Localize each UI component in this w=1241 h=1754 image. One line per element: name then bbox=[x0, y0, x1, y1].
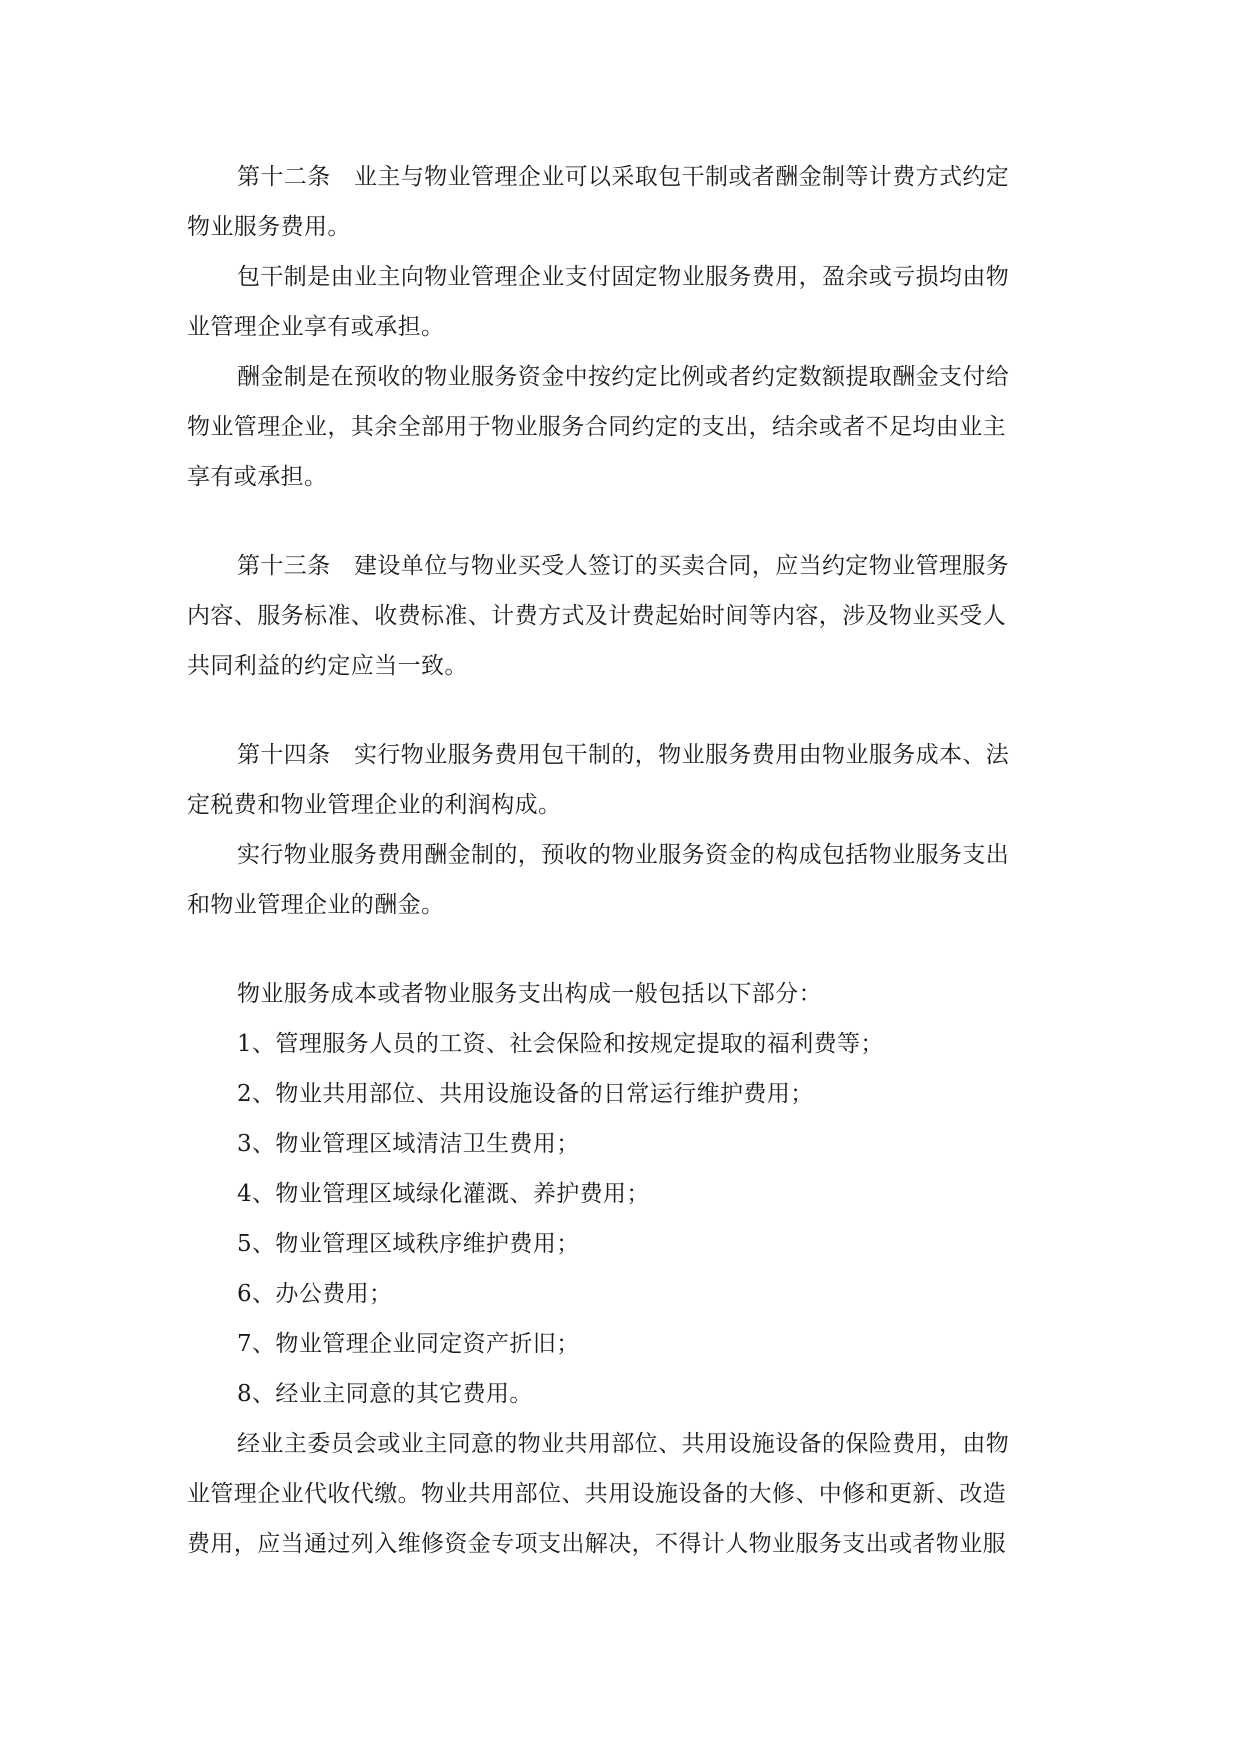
text-line: 包干制是由业主向物业管理企业支付固定物业服务费用，盈余或亏损均由物 bbox=[237, 264, 1010, 290]
text-line: 物业服务费用。 bbox=[187, 214, 351, 240]
list-item: 3、物业管理区域清洁卫生费用； bbox=[237, 1131, 580, 1157]
text-line: 享有或承担。 bbox=[187, 464, 328, 490]
list-item: 7、物业管理企业同定资产折旧； bbox=[237, 1331, 580, 1357]
text-line: 和物业管理企业的酬金。 bbox=[187, 892, 445, 918]
list-item: 8、经业主同意的其它费用。 bbox=[237, 1381, 533, 1407]
text-line: 定税费和物业管理企业的利润构成。 bbox=[187, 792, 562, 818]
text-line: 业管理企业享有或承担。 bbox=[187, 314, 445, 340]
list-item: 2、物业共用部位、共用设施设备的日常运行维护费用； bbox=[237, 1081, 814, 1107]
text-line: 内容、服务标准、收费标准、计费方式及计费起始时间等内容，涉及物业买受人 bbox=[187, 603, 1006, 629]
text-line: 共同利益的约定应当一致。 bbox=[187, 653, 468, 679]
article-13-heading-line: 第十三条 建设单位与物业买受人签订的买卖合同，应当约定物业管理服务 bbox=[237, 553, 1010, 579]
text-line: 物业管理企业，其余全部用于物业服务合同约定的支出，结余或者不足均由业主 bbox=[187, 414, 1006, 440]
text-line: 酬金制是在预收的物业服务资金中按约定比例或者约定数额提取酬金支付给 bbox=[237, 364, 1010, 390]
text-line: 业管理企业代收代缴。物业共用部位、共用设施设备的大修、中修和更新、改造 bbox=[187, 1481, 1006, 1507]
text-line: 物业服务成本或者物业服务支出构成一般包括以下部分： bbox=[237, 981, 822, 1007]
article-12-heading-line: 第十二条 业主与物业管理企业可以采取包干制或者酬金制等计费方式约定 bbox=[237, 164, 1010, 190]
list-item: 6、办公费用； bbox=[237, 1281, 393, 1307]
list-item: 1、管理服务人员的工资、社会保险和按规定提取的福利费等； bbox=[237, 1031, 884, 1057]
article-14-heading-line: 第十四条 实行物业服务费用包干制的，物业服务费用由物业服务成本、法 bbox=[237, 742, 1010, 768]
list-item: 4、物业管理区域绿化灌溉、养护费用； bbox=[237, 1181, 650, 1207]
text-line: 实行物业服务费用酬金制的，预收的物业服务资金的构成包括物业服务支出 bbox=[237, 842, 1010, 868]
text-line: 费用，应当通过列入维修资金专项支出解决，不得计人物业服务支出或者物业服 bbox=[187, 1531, 1006, 1557]
list-item: 5、物业管理区域秩序维护费用； bbox=[237, 1231, 580, 1257]
text-line: 经业主委员会或业主同意的物业共用部位、共用设施设备的保险费用，由物 bbox=[237, 1431, 1010, 1457]
